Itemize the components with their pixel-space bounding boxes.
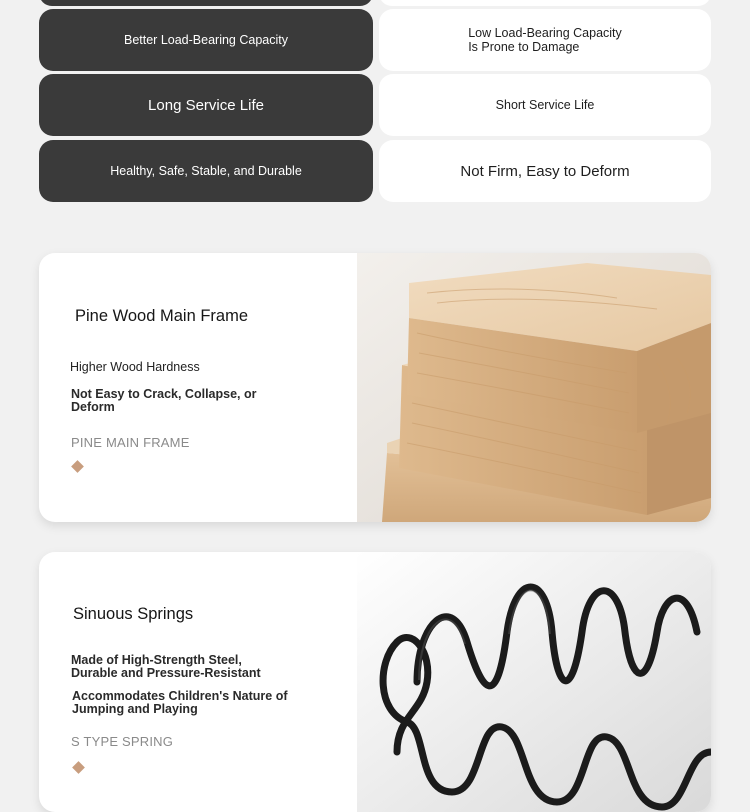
- feature-card-pine-frame: [39, 253, 711, 522]
- comparison-row: [39, 9, 711, 71]
- comparison-cell-disadvantage: [379, 74, 711, 136]
- feature-text-panel: [39, 552, 357, 812]
- comparison-cell-disadvantage: [379, 0, 711, 6]
- disadvantage-text: Short Service Life: [495, 98, 595, 112]
- diamond-icon: [71, 460, 84, 473]
- comparison-cell-disadvantage: [379, 140, 711, 202]
- comparison-row: [39, 140, 711, 202]
- disadvantage-text: Not Firm, Easy to Deform: [460, 162, 630, 180]
- feature-point: Higher Wood Hardness: [70, 360, 200, 374]
- feature-point: Made of High-Strength Steel, Durable and Pressure-Resistant: [71, 653, 261, 680]
- comparison-cell-advantage: [39, 74, 373, 136]
- spring-graphic: [357, 552, 711, 812]
- comparison-row-partial: [39, 0, 711, 6]
- s-type-spring-image: [357, 552, 711, 812]
- comparison-row: [39, 74, 711, 136]
- advantage-text: Healthy, Safe, Stable, and Durable: [110, 164, 302, 178]
- comparison-cell-advantage: [39, 140, 373, 202]
- feature-point: Accommodates Children's Nature of Jumping and Playing: [72, 689, 288, 716]
- diamond-icon: [72, 761, 85, 774]
- feature-tag: S TYPE SPRING: [71, 734, 174, 749]
- feature-tag: PINE MAIN FRAME: [71, 435, 190, 450]
- feature-card-sinuous-springs: [39, 552, 711, 812]
- disadvantage-text: Low Load-Bearing Capacity Is Prone to Damage: [468, 26, 622, 54]
- feature-point: Not Easy to Crack, Collapse, or Deform: [71, 387, 257, 414]
- wood-boards-graphic: [357, 253, 711, 522]
- advantage-text: Long Service Life: [148, 96, 264, 114]
- advantage-text: Better Load-Bearing Capacity: [124, 33, 288, 47]
- feature-title: Pine Wood Main Frame: [75, 307, 249, 325]
- comparison-cell-advantage: [39, 9, 373, 71]
- comparison-cell-disadvantage: [379, 9, 711, 71]
- pine-wood-boards-image: [357, 253, 711, 522]
- feature-title: Sinuous Springs: [73, 605, 194, 623]
- feature-text-panel: [39, 253, 357, 522]
- comparison-cell-advantage: [39, 0, 373, 6]
